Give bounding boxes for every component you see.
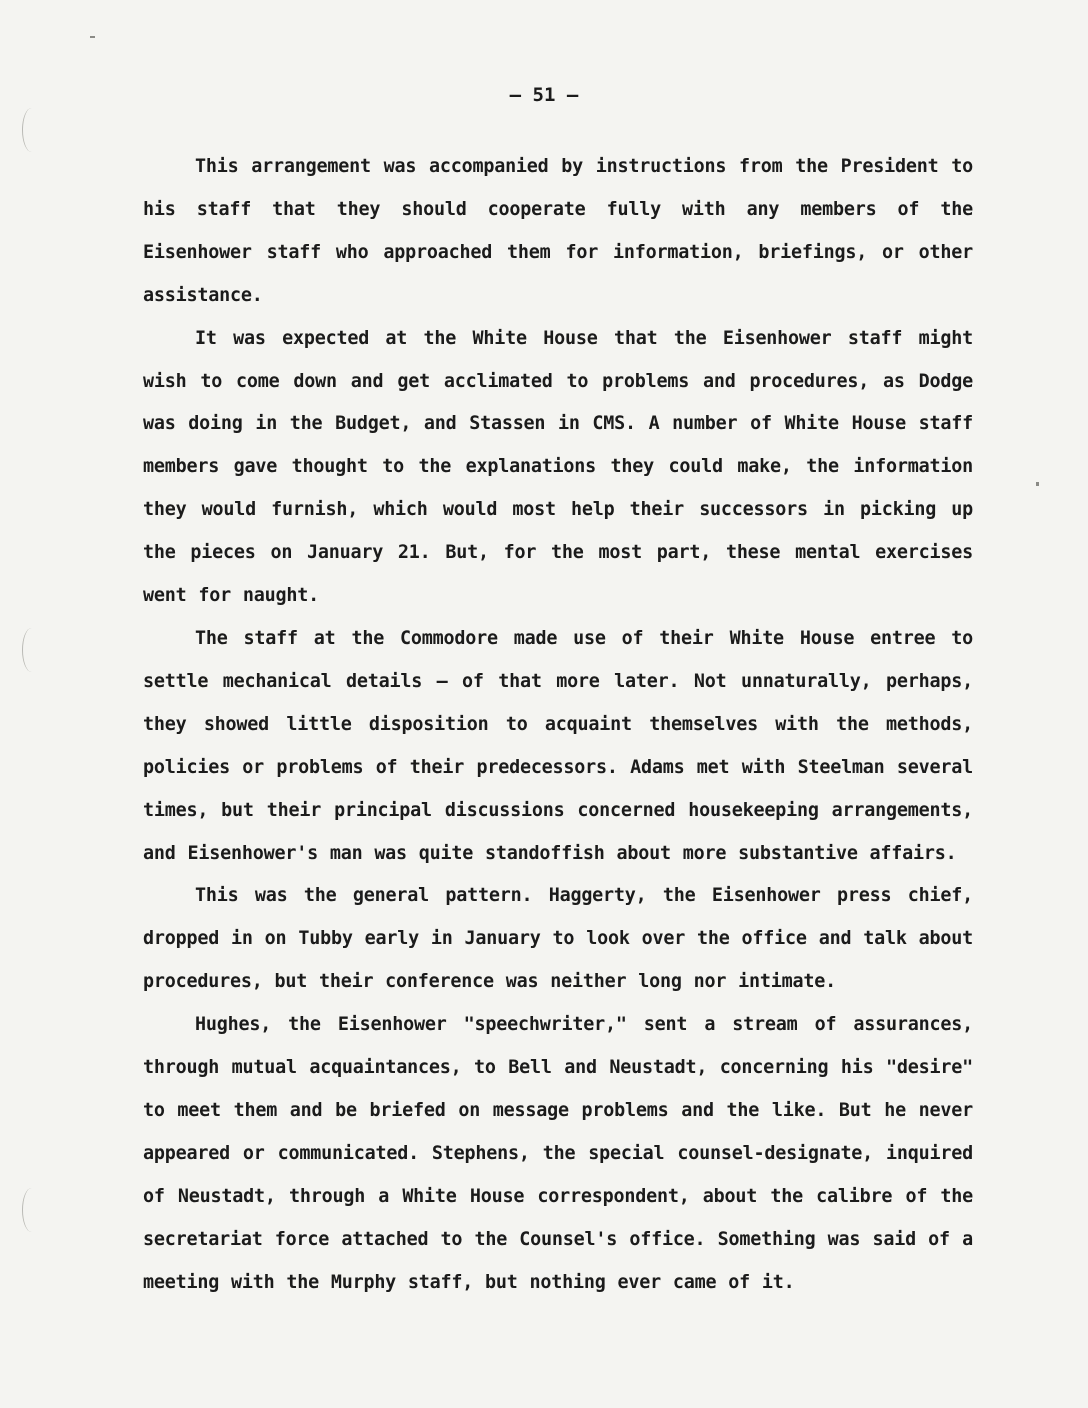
page-number: — 51 —: [509, 84, 579, 106]
paragraph: The staff at the Commodore made use of their White House entree to settle mechanical details — of that more later. Not unnaturally, perhaps, they showed little disposition to acquaint themselves with the methods, policies or problems of their predecessors. Adams met with Steelman several times, but their principal discussions concerned housekeeping arrangements, and Eisenhower's man was quite standoffish about more substantive affairs.: [143, 627, 973, 864]
punch-hole-mark: [22, 108, 41, 152]
punch-hole-mark: [22, 628, 41, 672]
paragraph: Hughes, the Eisenhower "speechwriter," sent a stream of assurances, through mutual acquaintances, to Bell and Neustadt, concerning his "desire" to meet them and be briefed on message problems and the like. But he never appeared or communicated. Stephens, the special counsel-designate, inquired of Neustadt, through a White House correspondent, about the calibre of the secretariat force attached to the Counsel's office. Something was said of a meeting with the Murphy staff, but nothing ever came of it.: [143, 1014, 973, 1293]
paragraph: This was the general pattern. Haggerty, the Eisenhower press chief, dropped in on Tubby early in January to look over the office and talk about procedures, but their conference was neither long nor intimate.: [143, 885, 973, 993]
paragraph: This arrangement was accompanied by instructions from the President to his staff that they should cooperate fully with any members of the Eisenhower staff who approached them for information, briefings, or other assistance.: [143, 156, 973, 306]
stray-mark: [1036, 482, 1039, 486]
punch-hole-mark: [22, 1188, 41, 1232]
stray-mark: [90, 36, 95, 38]
body-text: [143, 146, 973, 1304]
paragraph: It was expected at the White House that the Eisenhower staff might wish to come down and get acclimated to problems and procedures, as Dodge was doing in the Budget, and Stassen in CMS. A number of White House staff members gave thought to the explanations they could make, the information they would furnish, which would most help their successors in picking up the pieces on January 21. But, for the most part, these mental exercises went for naught.: [143, 327, 973, 607]
